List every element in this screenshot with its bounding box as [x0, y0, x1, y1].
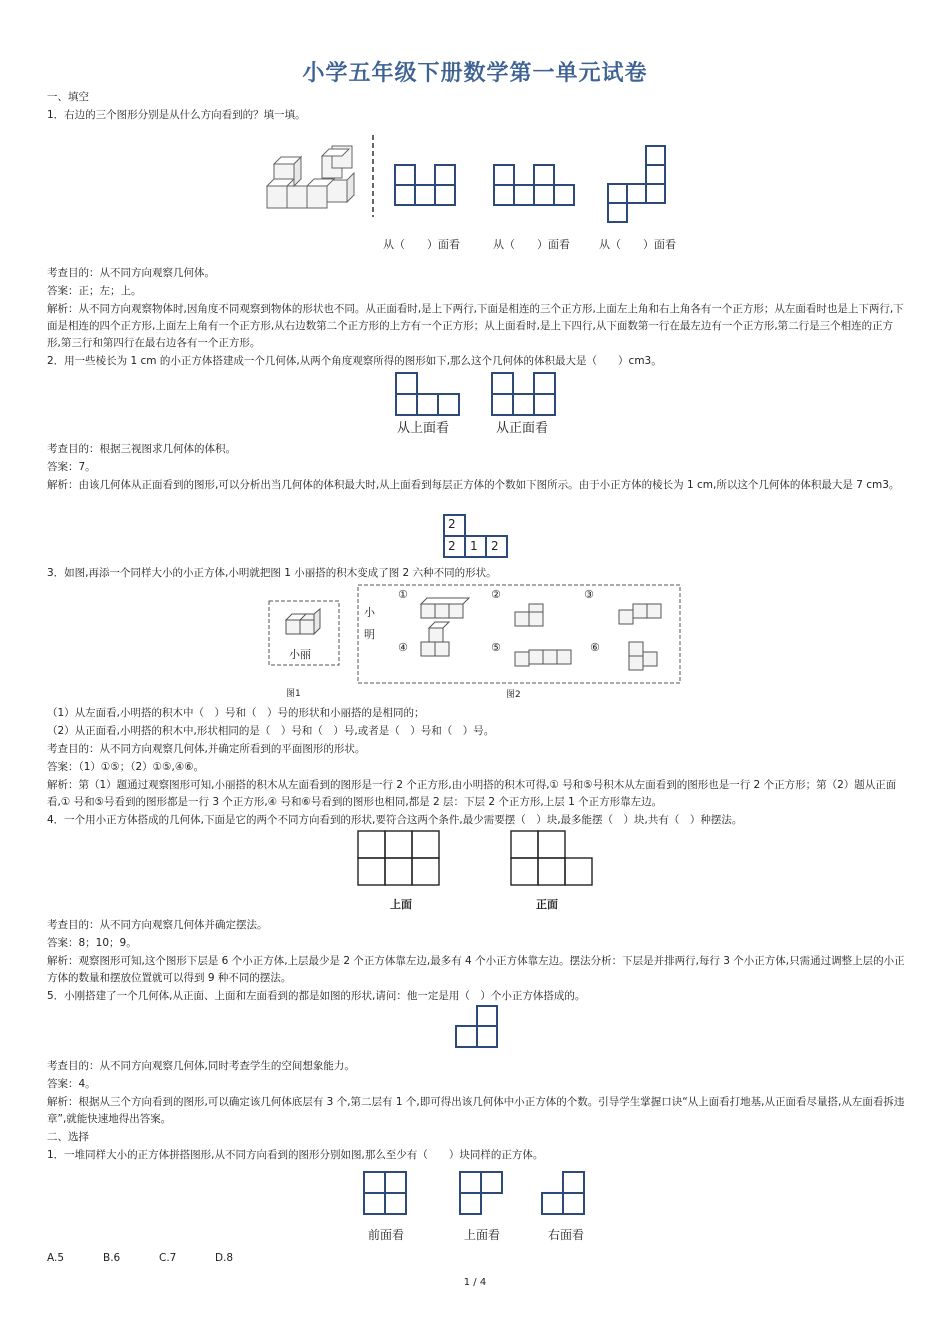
- q2-number-grid: [443, 514, 511, 558]
- q3-circled-number: ②: [491, 588, 501, 601]
- q4-view-front: [510, 830, 594, 886]
- q5-analysis: 解析：根据从三个方向看到的图形,可以确定该几何体底层有 3 个,第二层有 1 个,即可得出该几何体中小正方体的个数。引导学生掌握口诀“从上面看打地基,从正面看尽量搭,从左面看拆违章”,就能快速地得出答案。: [47, 1096, 905, 1125]
- q4-answer: 答案：8；10；9。: [47, 937, 137, 949]
- q1-caption-3: 从（ ）面看: [599, 238, 676, 251]
- c1-caption-right: 右面看: [548, 1228, 585, 1242]
- q2-grid-number: 1: [470, 539, 478, 553]
- c1-option-c[interactable]: C.7: [159, 1252, 177, 1264]
- q1-view-top: [605, 145, 667, 225]
- q2-text: 2．用一些棱长为 1 cm 的小正方体搭建成一个几何体,从两个角度观察所得的图形如下,那么这个几何体的体积最大是（ ）cm3。: [47, 355, 662, 367]
- q2-view-front: [491, 372, 557, 416]
- q3-circled-number: ③: [584, 588, 594, 601]
- q4-view-top: [357, 830, 441, 886]
- q5-text: 5．小刚搭建了一个几何体,从正面、上面和左面看到的都是如图的形状,请问：他一定是用（ ）个小正方体搭成的。: [47, 990, 586, 1002]
- q3-circled-number: ⑥: [590, 641, 600, 654]
- q3-label-xiaoming-2: 明: [364, 628, 375, 641]
- c1-option-a[interactable]: A.5: [47, 1252, 65, 1264]
- c1-view-front: [363, 1171, 409, 1217]
- c1-view-top: [459, 1171, 505, 1217]
- q1-purpose: 考查目的：从不同方向观察几何体。: [47, 267, 215, 279]
- q5-shape: [455, 1005, 499, 1049]
- q3-label-xiaoli: 小丽: [289, 648, 311, 661]
- q2-caption-front: 从正面看: [496, 421, 549, 436]
- q2-view-top: [395, 372, 461, 416]
- page-title: 小学五年级下册数学第一单元试卷: [302, 61, 648, 86]
- q2-purpose: 考查目的：根据三视图求几何体的体积。: [47, 443, 236, 455]
- q4-analysis: 解析：观察图形可知,这个图形下层是 6 个小正方体,上层最少是 2 个正方体靠左边,最多有 4 个小正方体靠左边。摆法分析：下层是并排两行,每行 3 个小正方体,只需通过调整上层的小正方体的数量和摆放位置就可以得到 9 种不同的摆法。: [47, 955, 905, 984]
- q2-answer: 答案：7。: [47, 461, 96, 473]
- q4-purpose: 考查目的：从不同方向观察几何体并确定摆法。: [47, 919, 268, 931]
- c1-option-d[interactable]: D.8: [215, 1252, 234, 1264]
- q3-circled-number: ①: [398, 588, 408, 601]
- q3-sub2: （2）从正面看,小明搭的积木中,形状相同的是（ ）号和（ ）号,或者是（ ）号和（ ）号。: [47, 725, 495, 737]
- section-fill-heading: 一、填空: [47, 91, 89, 103]
- q3-answer: 答案：（1）①⑤；（2）①⑤,④⑥。: [47, 761, 205, 773]
- q3-sub1: （1）从左面看,小明搭的积木中（ ）号和（ ）号的形状和小丽搭的是相同的；: [47, 707, 425, 719]
- q1-view-left: [493, 164, 575, 206]
- q3-purpose: 考查目的：从不同方向观察几何体,并确定所看到的平面图形的形状。: [47, 743, 366, 755]
- q4-caption-top: 上面: [390, 898, 412, 911]
- q2-caption-top: 从上面看: [397, 421, 450, 436]
- q3-fig1-label: 图1: [286, 689, 301, 699]
- q1-divider-dashed-line: [371, 135, 375, 217]
- q2-grid-number: 2: [448, 517, 456, 531]
- q1-caption-2: 从（ ）面看: [493, 238, 570, 251]
- q3-analysis: 解析：第（1）题通过观察图形可知,小丽搭的积木从左面看到的图形是一行 2 个正方形,由小明搭的积木可得,① 号和⑤号积木从左面看到的图形也是一行 2 个正方形；第（2）题从正面看,① 号和⑤号看到的图形都是一行 3 个正方形,④ 号和⑥号看到的图形也相同,都是 2 层：下层 2 个正方形,上层 1 个正方形靠左边。: [47, 779, 897, 808]
- q1-cube-illustration: [262, 142, 362, 214]
- q2-grid-number: 2: [491, 539, 499, 553]
- q2-grid-number: 2: [448, 539, 456, 553]
- section-choice-heading: 二、选择: [47, 1131, 89, 1143]
- q1-analysis: 解析：从不同方向观察物体时,因角度不同观察到物体的形状也不同。从正面看时,是上下两行,下面是相连的三个正方形,上面左上角和右上角各有一个正方形；从左面看时也是上下两行,下面是相连的四个正方形,上面左上角有一个正方形,从右边数第二个正方形的上方有一个正方形；从上面看时,是上下四行,从下面数第一行在最左边有一个正方形,第二行是三个相连的正方形,第三行和第四行在最右边各有一个正方形。: [47, 303, 904, 349]
- q5-purpose: 考查目的：从不同方向观察几何体,同时考查学生的空间想象能力。: [47, 1060, 355, 1072]
- c1-caption-front: 前面看: [368, 1228, 405, 1242]
- c1-text: 1．一堆同样大小的正方体拼搭图形,从不同方向看到的图形分别如图,那么至少有（ ）块同样的正方体。: [47, 1149, 544, 1161]
- c1-option-b[interactable]: B.6: [103, 1252, 121, 1264]
- q1-caption-1: 从（ ）面看: [383, 238, 460, 251]
- q1-view-front: [394, 164, 456, 206]
- q3-circled-number: ⑤: [491, 641, 501, 654]
- q3-circled-number: ④: [398, 641, 408, 654]
- q3-fig2-label: 图2: [506, 690, 521, 700]
- q4-caption-front: 正面: [536, 898, 558, 911]
- q5-answer: 答案：4。: [47, 1078, 96, 1090]
- page-number: 1 / 4: [463, 1277, 487, 1288]
- q3-label-xiaoming-1: 小: [364, 606, 375, 619]
- q4-text: 4．一个用小正方体搭成的几何体,下面是它的两个不同方向看到的形状,要符合这两个条件,最少需要摆（ ）块,最多能摆（ ）块,共有（ ）种摆法。: [47, 814, 743, 826]
- q1-text: 1．右边的三个图形分别是从什么方向看到的？填一填。: [47, 109, 306, 121]
- c1-view-right: [541, 1171, 587, 1217]
- c1-caption-top: 上面看: [464, 1228, 501, 1242]
- q1-answer: 答案：正；左；上。: [47, 285, 142, 297]
- q3-text: 3．如图,再添一个同样大小的小正方体,小明就把图 1 小丽搭的积木变成了图 2 六种不同的形状。: [47, 567, 497, 579]
- q2-analysis: 解析：由该几何体从正面看到的图形,可以分析出当几何体的体积最大时,从上面看到每层正方体的个数如下图所示。由于小正方体的棱长为 1 cm,所以这个几何体的体积最大是 7 cm3。: [47, 479, 900, 491]
